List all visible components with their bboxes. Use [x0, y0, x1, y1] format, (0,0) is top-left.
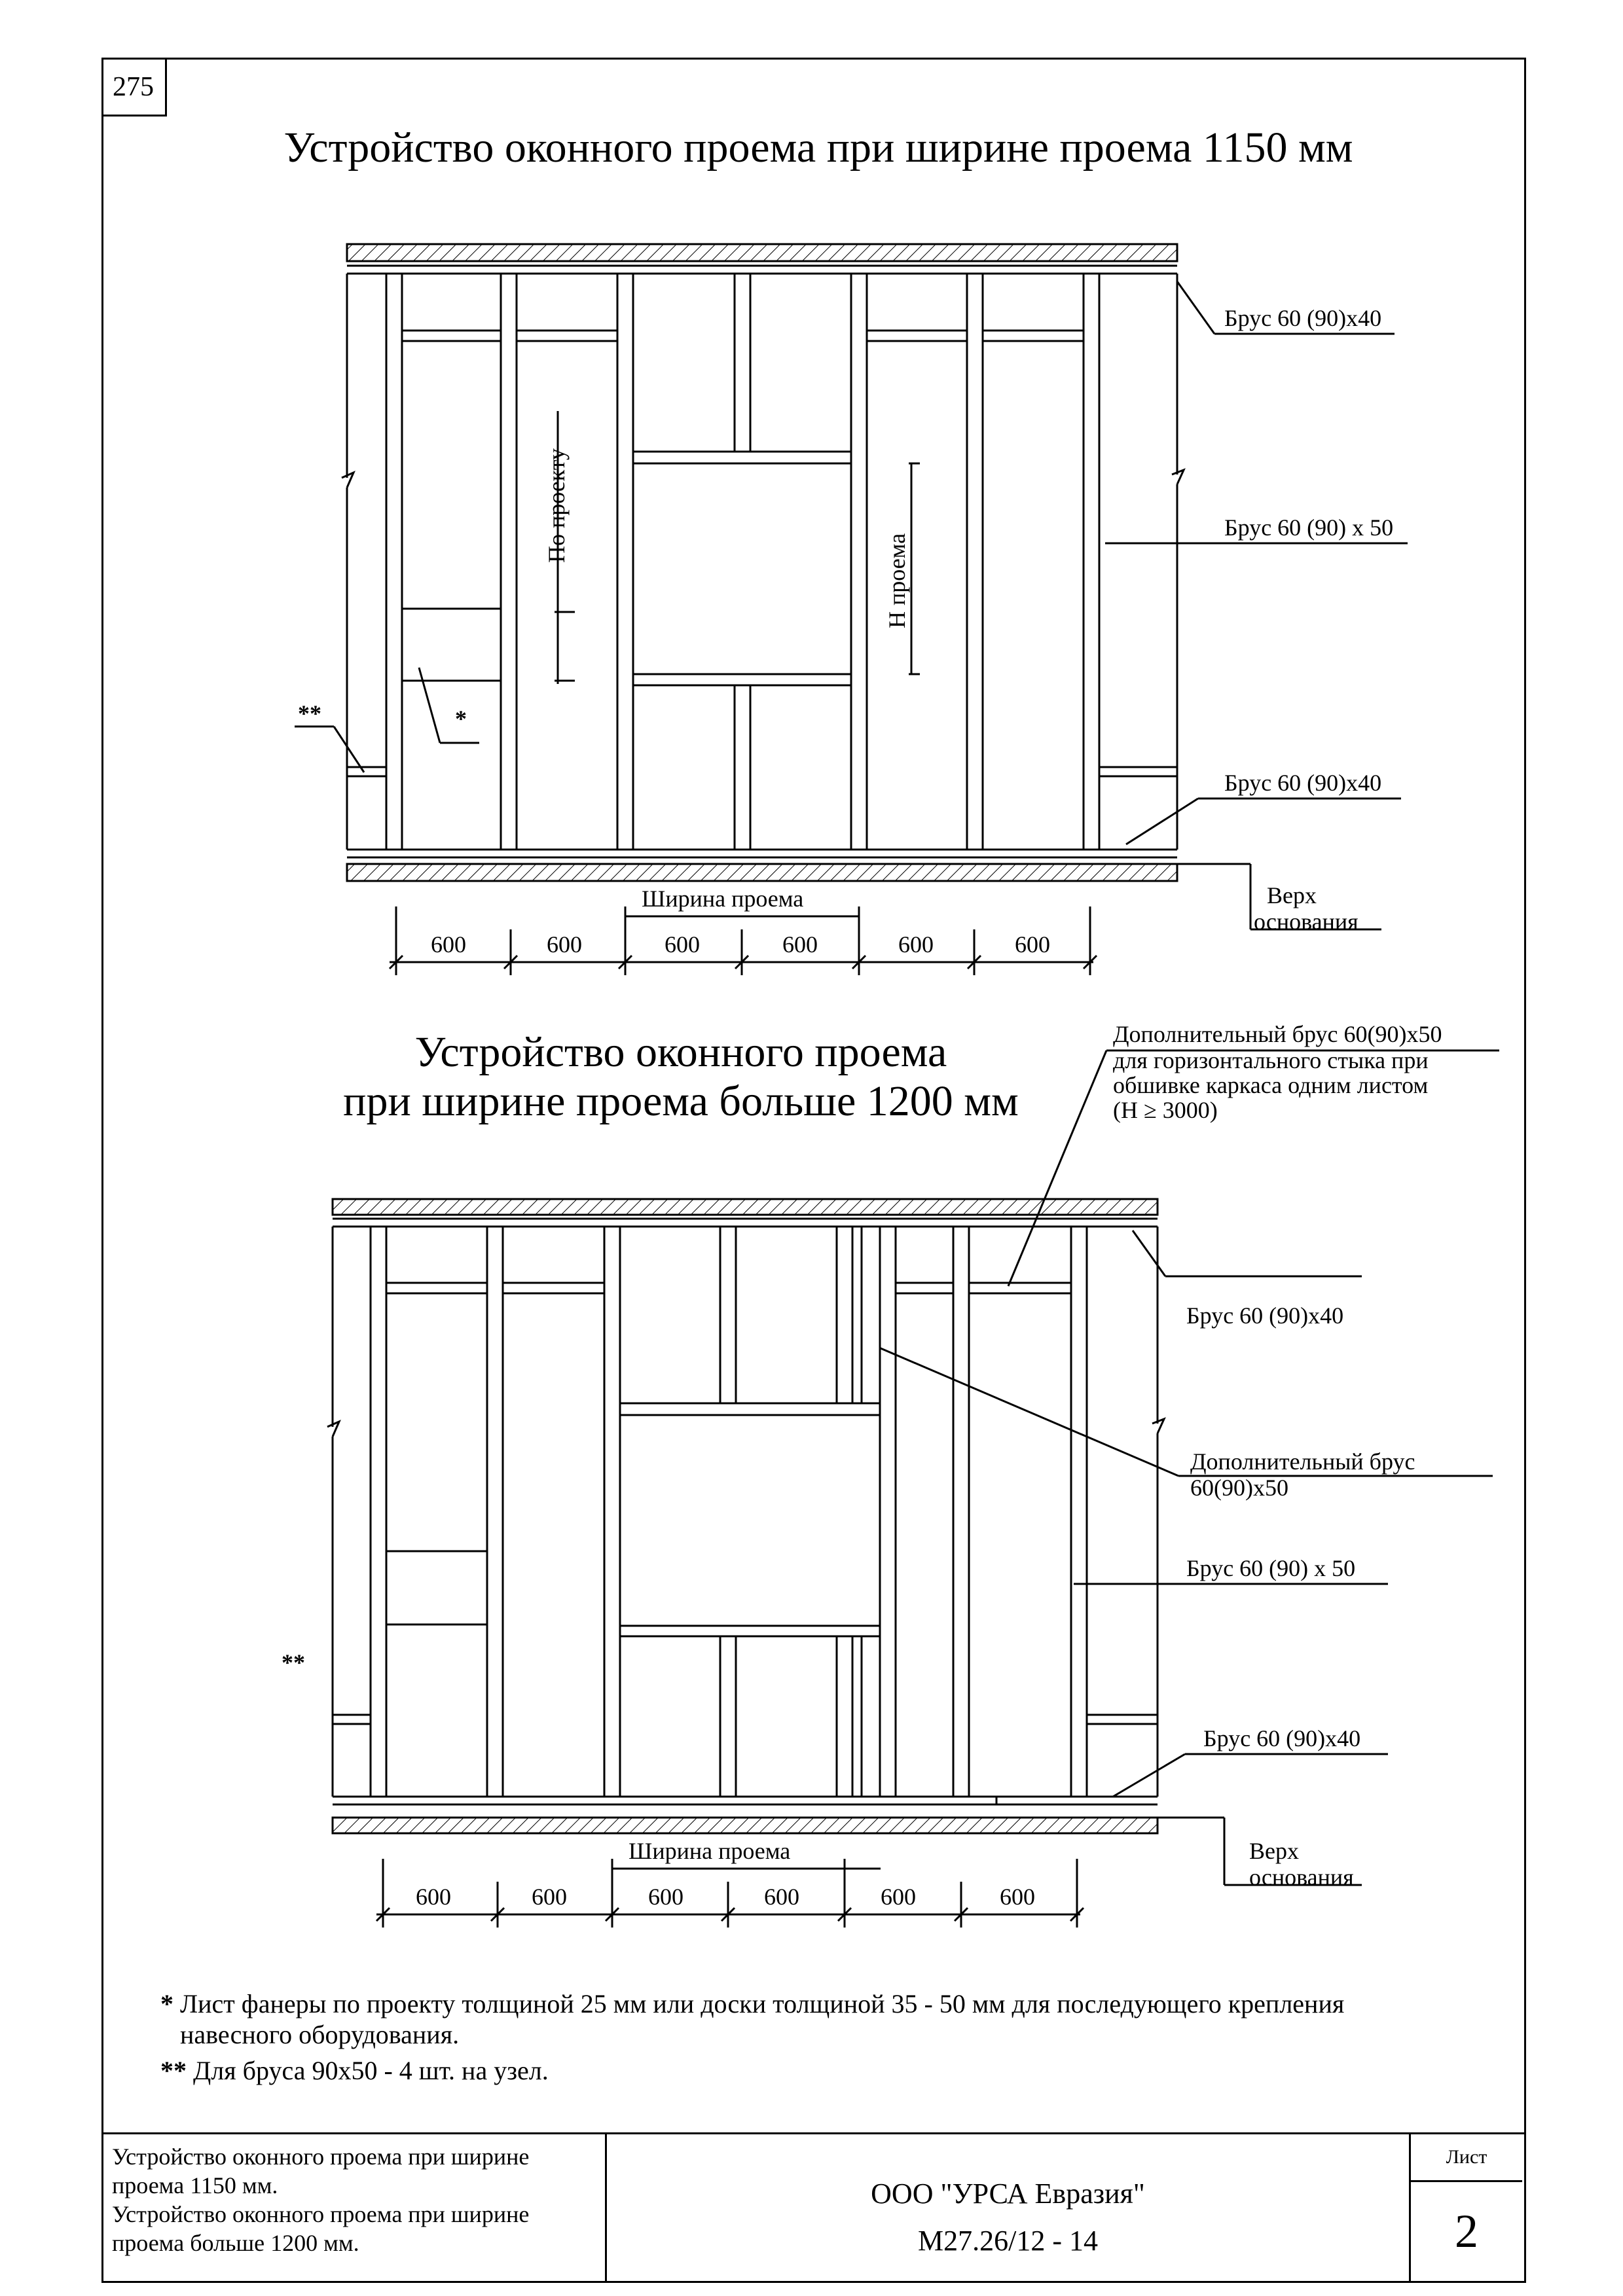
d2-dim-4: 600: [764, 1884, 799, 1910]
company-name: ООО "УРСА Евразия": [871, 2178, 1145, 2210]
title-block: [101, 2132, 1526, 2283]
desc-line-1: Устройство оконного проема при ширине: [112, 2144, 530, 2170]
d2-label-bottom-beam: Брус 60 (90)х40: [1203, 1725, 1361, 1751]
d2-label-extra-1: Дополнительный брус: [1190, 1448, 1415, 1475]
d2-label-top-beam: Брус 60 (90)х40: [1186, 1302, 1344, 1329]
footnote-1-text: Лист фанеры по проекту толщиной 25 мм или доски толщиной 35 - 50 мм для последующего крепления: [173, 1989, 1345, 2018]
d1-label-h-opening: Н проема: [884, 533, 910, 628]
diagram1-title: Устройство оконного проема при ширине проема 1150 мм: [283, 124, 1353, 171]
d1-top-slab: [347, 244, 1177, 261]
d1-dim-6: 600: [1015, 931, 1050, 958]
d2-double-star: **: [282, 1649, 305, 1676]
d1-star: *: [455, 706, 467, 732]
footnote-2-text: Для бруса 90х50 - 4 шт. на узел.: [187, 2056, 549, 2085]
d1-label-opening-width: Ширина проема: [642, 886, 804, 912]
d1-label-bottom-beam: Брус 60 (90)х40: [1224, 770, 1382, 796]
d2-dim-6: 600: [1000, 1884, 1035, 1910]
diagram2-title-line2: при ширине проема больше 1200 мм: [343, 1077, 1019, 1125]
d2-dim-2: 600: [532, 1884, 567, 1910]
desc-line-3: Устройство оконного проема при ширине: [112, 2201, 530, 2227]
d2-window-sill: [620, 1626, 880, 1636]
footnote-2-mark: **: [160, 2056, 187, 2085]
page-number: 275: [101, 58, 167, 117]
d1-label-by-project: По проекту: [543, 448, 570, 563]
d2-note-extra-2: для горизонтального стыка при: [1113, 1047, 1429, 1073]
d2-dim-5: 600: [881, 1884, 916, 1910]
d2-studs: [371, 1227, 1087, 1797]
footnote-2: [160, 2055, 549, 2086]
d2-label-base-top-1: Верх: [1249, 1838, 1299, 1864]
d1-label-top-beam: Брус 60 (90)х40: [1224, 305, 1382, 331]
d1-studs: [386, 274, 1099, 850]
d1-window-sill: [633, 674, 851, 685]
d2-top-slab: [333, 1199, 1158, 1215]
d2-bottom-slab: [333, 1818, 1158, 1833]
sheet-number: 2: [1455, 2205, 1478, 2257]
d1-dim-3: 600: [665, 931, 700, 958]
d2-note-extra-1: Дополнительный брус 60(90)х50: [1113, 1021, 1442, 1047]
d1-window-lintel: [633, 452, 851, 463]
d2-dim-1: 600: [416, 1884, 451, 1910]
d1-label-stud: Брус 60 (90) х 50: [1224, 514, 1394, 541]
d2-dim-3: 600: [648, 1884, 684, 1910]
diagram2-drawing: [0, 1008, 1623, 1964]
diagram2-title-line1: Устройство оконного проема: [414, 1028, 947, 1076]
d1-dim-4: 600: [782, 931, 818, 958]
d2-window-lintel: [620, 1403, 880, 1415]
title-block-description: [101, 2134, 607, 2283]
document-code: М27.26/12 - 14: [918, 2225, 1098, 2257]
footnote-1-mark: *: [160, 1989, 173, 2018]
sheet-label: Лист: [1411, 2134, 1522, 2182]
desc-line-2: проема 1150 мм.: [112, 2172, 278, 2198]
desc-line-4: проема больше 1200 мм.: [112, 2230, 359, 2256]
diagram1-drawing: [0, 0, 1623, 1021]
footnote-1-line1: [160, 1988, 1344, 2019]
d1-double-star: **: [298, 700, 321, 726]
d1-dim-1: 600: [431, 931, 466, 958]
d2-label-stud: Брус 60 (90) х 50: [1186, 1555, 1356, 1581]
d1-label-base-top-1: Верх: [1267, 882, 1317, 908]
d2-label-opening-width: Ширина проема: [629, 1838, 791, 1864]
footnote-1-line2: навесного оборудования.: [180, 2020, 460, 2049]
title-block-company: [607, 2134, 1411, 2283]
d1-dim-2: 600: [547, 931, 582, 958]
d1-label-base-top-2: основания: [1254, 908, 1359, 935]
d1-dim-5: 600: [898, 931, 934, 958]
d2-note-extra-4: (Н ≥ 3000): [1113, 1097, 1218, 1123]
title-block-sheet: [1411, 2134, 1522, 2283]
d1-bottom-slab: [347, 864, 1177, 881]
d2-label-extra-2: 60(90)х50: [1190, 1475, 1288, 1501]
d2-note-extra-3: обшивке каркаса одним листом: [1113, 1072, 1429, 1098]
d2-label-base-top-2: основания: [1249, 1864, 1354, 1890]
